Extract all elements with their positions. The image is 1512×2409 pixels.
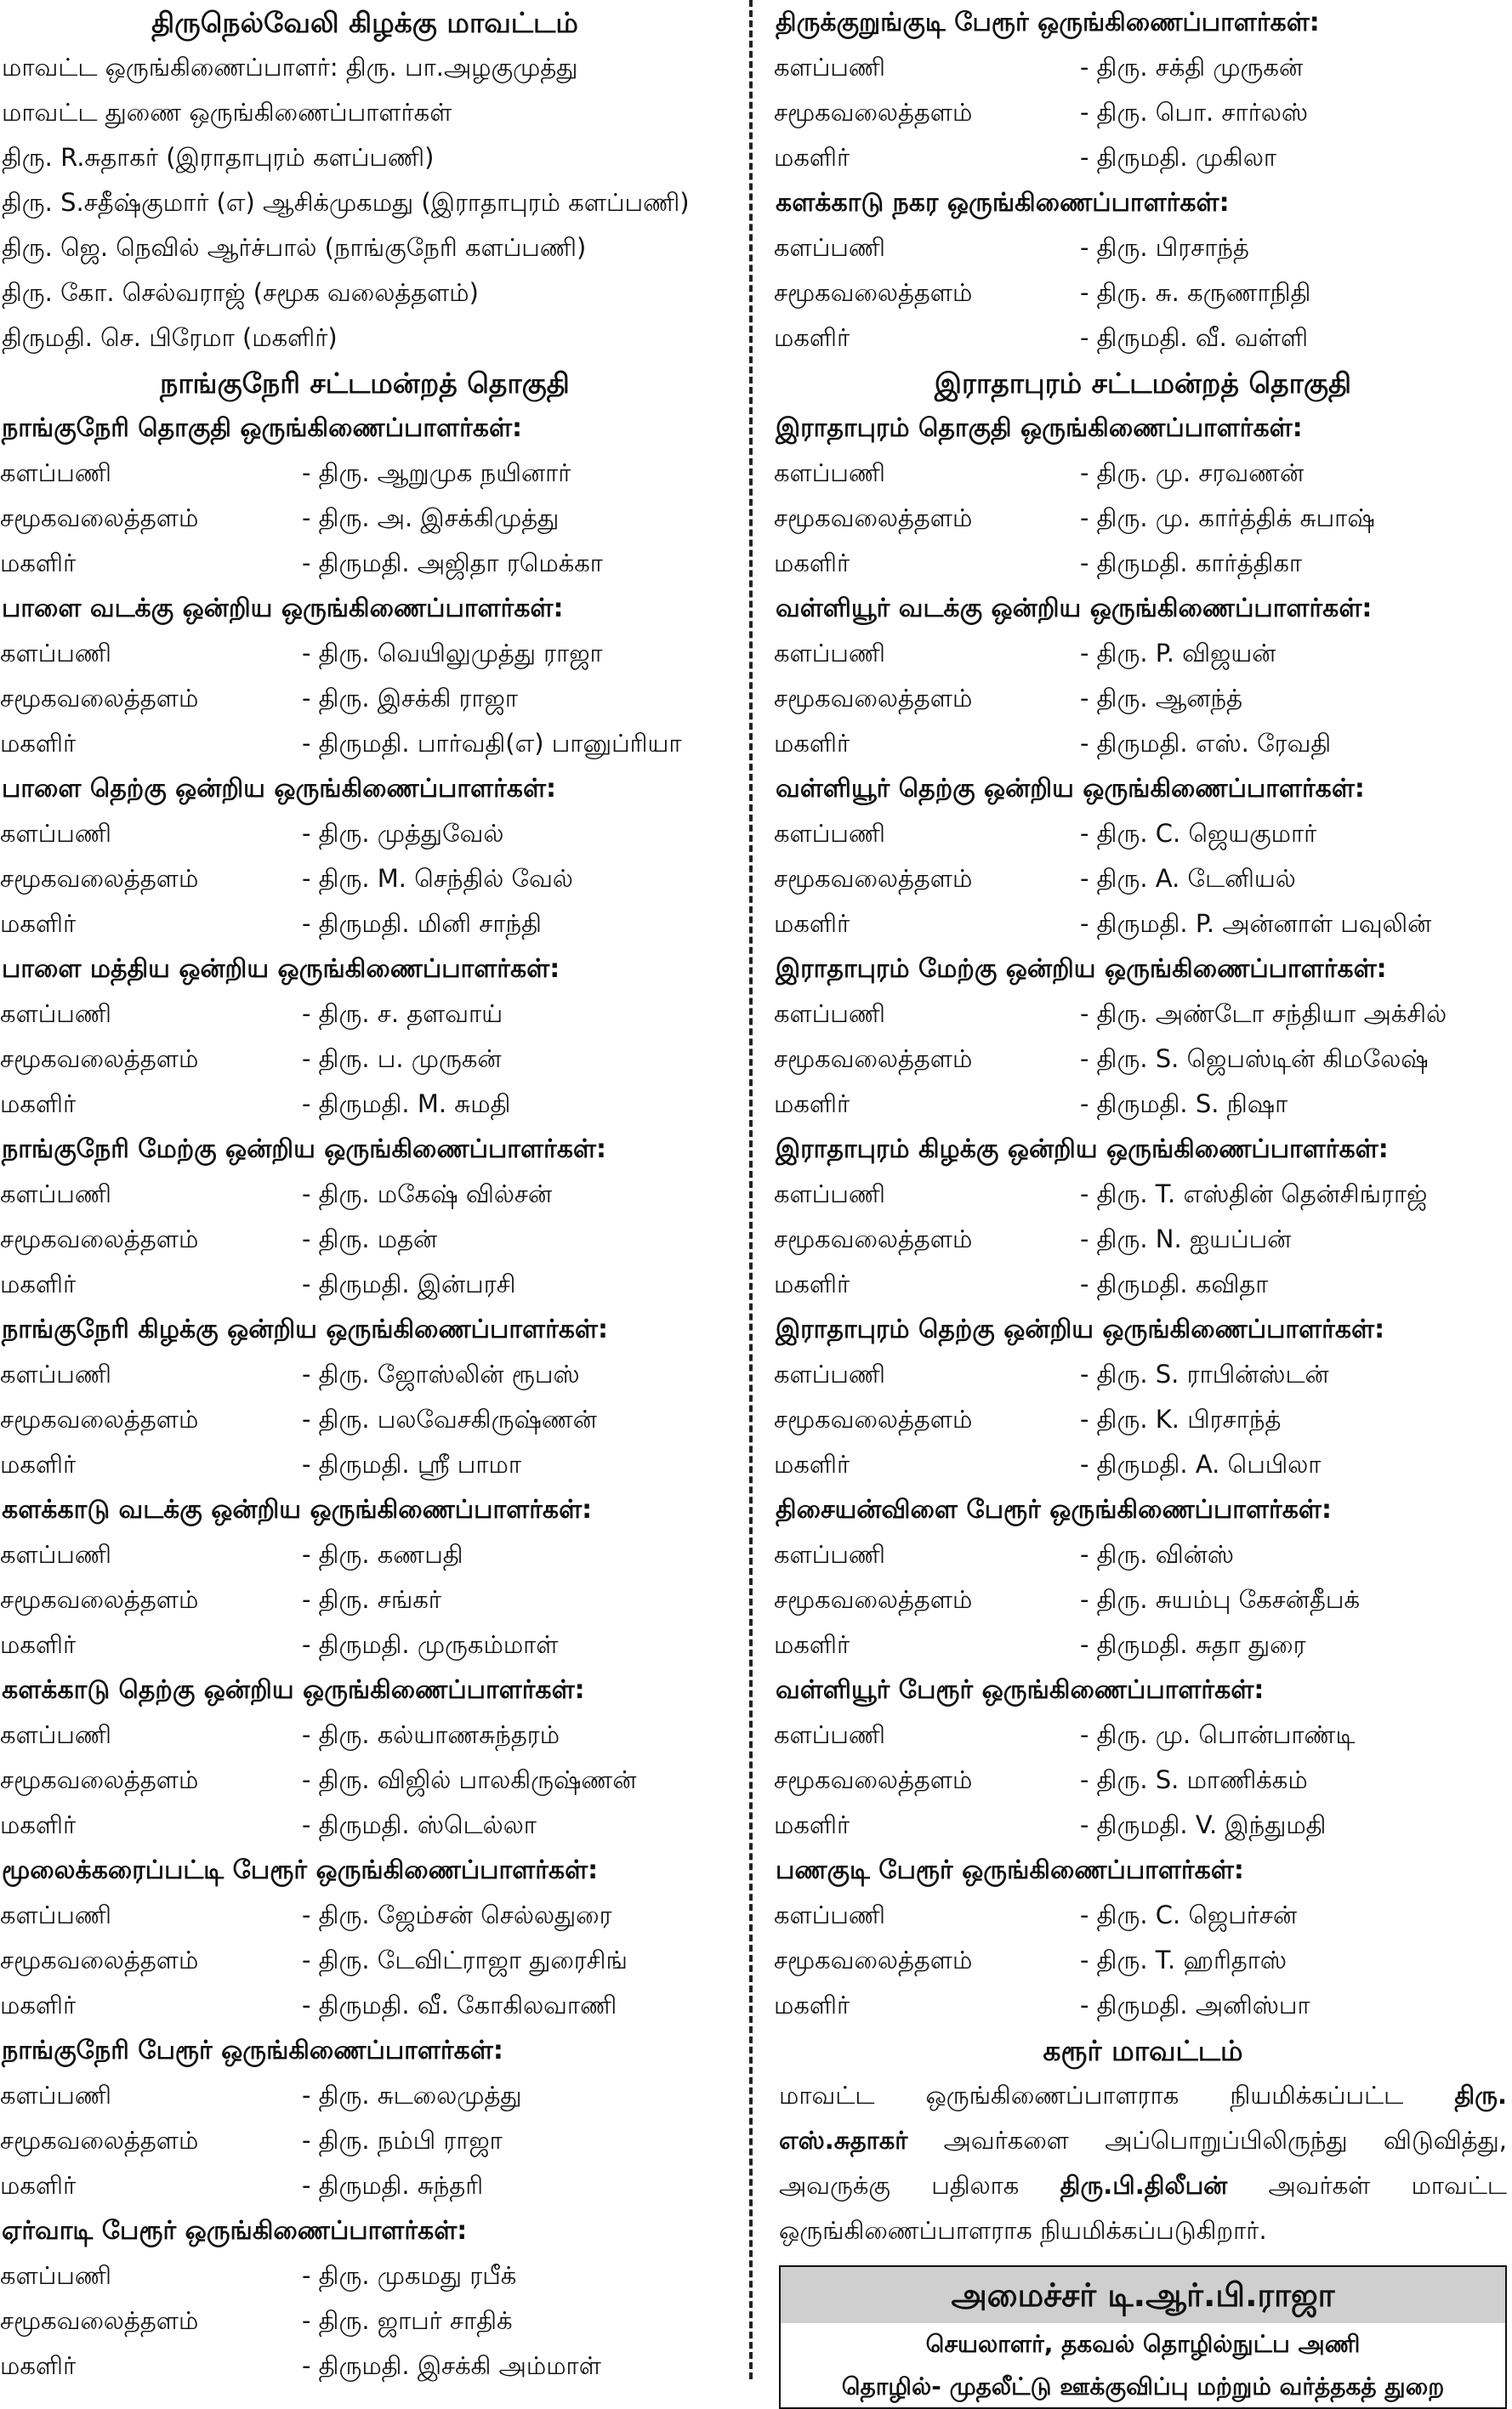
coordinator-row	[0, 676, 730, 721]
role-label: மகளிர்	[774, 1450, 850, 1479]
role-label: களப்பணி	[0, 1900, 112, 1929]
right-column	[774, 0, 1512, 2409]
coordinator-name: - திருமதி. P. அன்னாள் பவுலின்	[1080, 909, 1432, 938]
section	[774, 1307, 1512, 1487]
coordinator-row	[0, 2298, 730, 2344]
coordinator-row	[774, 1262, 1512, 1307]
coordinator-name: - திருமதி. முருகம்மாள்	[302, 1630, 559, 1659]
signature-line-1: செயலாளர், தகவல் தொழில்நுட்ப அணி	[925, 2330, 1361, 2358]
coordinator-row	[774, 721, 1512, 766]
role-label: மகளிர்	[0, 1270, 77, 1298]
coordinator-row	[774, 1758, 1512, 1803]
role-label: மகளிர்	[774, 1630, 850, 1659]
role-label: களப்பணி	[0, 2261, 112, 2290]
section	[774, 586, 1512, 766]
section	[774, 1487, 1512, 1668]
signature-line-2: தொழில்- முதலீட்டு ஊக்குவிப்பு மற்றும் வர்த்தகத் துறை	[841, 2372, 1445, 2400]
coordinator-name: - திரு. மு. பொன்பாண்டி	[1080, 1720, 1356, 1749]
role-label: மகளிர்	[0, 1810, 77, 1839]
role-label: சமூகவலைத்தளம்	[774, 1224, 973, 1253]
role-label: சமூகவலைத்தளம்	[774, 1405, 973, 1434]
coordinator-name: - திருமதி. A. பெபிலா	[1080, 1450, 1322, 1479]
coordinator-row	[774, 541, 1512, 586]
coordinator-row	[0, 2073, 730, 2118]
karur-note-text: அவர்களை அப்பொறுப்பிலிருந்து விடுவித்து, அவருக்கு பதிலாக	[779, 2126, 1507, 2200]
coordinator-row	[0, 1713, 730, 1758]
coordinator-row	[774, 1803, 1512, 1848]
section	[0, 406, 730, 586]
section-title: பாளை தெற்கு ஒன்றிய ஒருங்கிணைப்பாளர்கள்:	[2, 774, 557, 804]
role-label: களப்பணி	[0, 458, 112, 487]
section-title: வள்ளியூர் தெற்கு ஒன்றிய ஒருங்கிணைப்பாளர்கள்:	[776, 774, 1365, 804]
role-label: சமூகவலைத்தளம்	[774, 1585, 973, 1614]
coordinator-name: - திரு. நம்பி ராஜா	[302, 2126, 503, 2155]
coordinator-name: - திரு. விஜில் பாலகிருஷ்ணன்	[302, 1765, 637, 1794]
role-label: சமூகவலைத்தளம்	[0, 684, 199, 713]
district-intro	[0, 45, 730, 361]
coordinator-row	[774, 1352, 1512, 1397]
intro-line: திரு. ஜெ. நெவில் ஆர்ச்பால் (நாங்குநேரி களப்பணி)	[2, 233, 587, 262]
coordinator-row	[774, 45, 1512, 90]
coordinator-name: - திரு. பிரசாந்த்	[1080, 233, 1249, 262]
section-title: களக்காடு வடக்கு ஒன்றிய ஒருங்கிணைப்பாளர்கள்:	[2, 1495, 593, 1525]
role-label: களப்பணி	[774, 999, 886, 1028]
signature-name: அமைச்சர் டி.ஆர்.பி.ராஜா	[781, 2267, 1505, 2323]
coordinator-name: - திரு. ப. முருகன்	[302, 1044, 502, 1073]
coordinator-row	[0, 496, 730, 541]
section-title: பணகுடி பேரூர் ஒருங்கிணைப்பாளர்கள்:	[776, 1855, 1244, 1885]
coordinator-name: - திருமதி. இன்பரசி	[302, 1270, 516, 1298]
section	[0, 1668, 730, 1848]
coordinator-name: - திரு. கல்யாணசுந்தரம்	[302, 1720, 560, 1749]
coordinator-name: - திருமதி. வீ. கோகிலவாணி	[302, 1991, 617, 2020]
left-sections	[0, 406, 730, 2389]
role-label: களப்பணி	[0, 1540, 112, 1569]
role-label: சமூகவலைத்தளம்	[0, 1946, 199, 1974]
coordinator-row	[0, 1758, 730, 1803]
coordinator-row	[774, 1217, 1512, 1262]
coordinator-name: - திரு. வின்ஸ்	[1080, 1540, 1235, 1569]
role-label: சமூகவலைத்தளம்	[774, 278, 973, 307]
constituency-title: நாங்குநேரி சட்டமன்றத் தொகுதி	[160, 366, 570, 400]
role-label: சமூகவலைத்தளம்	[774, 1946, 973, 1974]
coordinator-row	[774, 1622, 1512, 1668]
coordinator-name: - திருமதி. அனிஸ்பா	[1080, 1991, 1310, 2020]
role-label: களப்பணி	[0, 819, 112, 848]
section	[0, 946, 730, 1127]
coordinator-name: - திருமதி. ஸ்ரீ பாமா	[302, 1450, 522, 1479]
coordinator-name: - திருமதி. V. இந்துமதி	[1080, 1810, 1327, 1839]
coordinator-row	[774, 1532, 1512, 1577]
coordinator-name: - திரு. ஜோஸ்லின் ரூபஸ்	[302, 1360, 580, 1389]
coordinator-name: - திருமதி. வீ. வள்ளி	[1080, 323, 1309, 352]
coordinator-row	[0, 1217, 730, 1262]
role-label: களப்பணி	[0, 999, 112, 1028]
coordinator-row	[774, 1577, 1512, 1622]
coordinator-name: - திரு. கணபதி	[302, 1540, 463, 1569]
role-label: சமூகவலைத்தளம்	[0, 2126, 199, 2155]
left-column	[0, 0, 730, 2389]
section-title: மூலைக்கரைப்பட்டி பேரூர் ஒருங்கிணைப்பாளர்கள்:	[2, 1855, 599, 1885]
coordinator-row	[0, 721, 730, 766]
role-label: மகளிர்	[774, 1270, 850, 1298]
section	[0, 2028, 730, 2208]
section-title: நாங்குநேரி மேற்கு ஒன்றிய ஒருங்கிணைப்பாளர்கள்:	[2, 1134, 606, 1164]
coordinator-name: - திரு. M. செந்தில் வேல்	[302, 864, 573, 893]
role-label: களப்பணி	[774, 1360, 886, 1389]
section-title: களக்காடு நகர ஒருங்கிணைப்பாளர்கள்:	[776, 188, 1230, 218]
coordinator-name: - திரு. சங்கர்	[302, 1585, 441, 1614]
role-label: சமூகவலைத்தளம்	[0, 1224, 199, 1253]
coordinator-name: - திருமதி. அஜிதா ரமெக்கா	[302, 548, 603, 577]
coordinator-row	[774, 315, 1512, 361]
role-label: மகளிர்	[774, 909, 850, 938]
coordinator-row	[774, 631, 1512, 676]
constituency-title-radhapuram: இராதாபுரம் சட்டமன்றத் தொகுதி	[934, 366, 1352, 400]
role-label: களப்பணி	[774, 1900, 886, 1929]
coordinator-row	[774, 1082, 1512, 1127]
coordinator-name: - திருமதி. இசக்கி அம்மாள்	[302, 2351, 601, 2380]
section-title: வள்ளியூர் பேரூர் ஒருங்கிணைப்பாளர்கள்:	[776, 1675, 1265, 1705]
coordinator-name: - திரு. முத்துவேல்	[302, 819, 504, 848]
role-label: மகளிர்	[774, 729, 850, 758]
coordinator-row	[774, 901, 1512, 946]
coordinator-row	[774, 451, 1512, 496]
section-title: நாங்குநேரி கிழக்கு ஒன்றிய ஒருங்கிணைப்பாளர்கள்:	[2, 1315, 608, 1344]
role-label: மகளிர்	[774, 548, 850, 577]
intro-line: திரு. R.சுதாகர் (இராதாபுரம் களப்பணி)	[2, 143, 435, 172]
intro-line: மாவட்ட துணை ஒருங்கிணைப்பாளர்கள்	[2, 98, 452, 127]
section	[0, 1848, 730, 2028]
coordinator-name: - திரு. S. ஜெபஸ்டின் கிமலேஷ்	[1080, 1044, 1429, 1073]
role-label: சமூகவலைத்தளம்	[0, 2306, 199, 2335]
role-label: களப்பணி	[774, 1540, 886, 1569]
coordinator-row	[0, 1532, 730, 1577]
coordinator-row	[0, 1983, 730, 2028]
section	[774, 406, 1512, 586]
role-label: களப்பணி	[0, 1360, 112, 1389]
coordinator-name: - திரு. ச. தளவாய்	[302, 999, 503, 1028]
section-title: நாங்குநேரி பேரூர் ஒருங்கிணைப்பாளர்கள்:	[2, 2036, 503, 2065]
karur-note-new-name: திரு.பி.திலீபன்	[1060, 2171, 1228, 2200]
coordinator-row	[0, 1082, 730, 1127]
column-divider	[749, 0, 753, 2379]
coordinator-row	[774, 1983, 1512, 2028]
intro-line: மாவட்ட ஒருங்கிணைப்பாளர்: திரு. பா.அழகுமுத்து	[2, 53, 578, 82]
coordinator-row	[0, 2253, 730, 2298]
role-label: சமூகவலைத்தளம்	[774, 864, 973, 893]
coordinator-name: - திரு. S. ராபின்ஸ்டன்	[1080, 1360, 1329, 1389]
role-label: மகளிர்	[774, 143, 850, 172]
coordinator-row	[0, 991, 730, 1037]
section	[774, 946, 1512, 1127]
role-label: களப்பணி	[774, 233, 886, 262]
section-title: இராதாபுரம் தெற்கு ஒன்றிய ஒருங்கிணைப்பாளர்கள்:	[776, 1315, 1385, 1344]
role-label: மகளிர்	[0, 1630, 77, 1659]
role-label: களப்பணி	[774, 819, 886, 848]
section-title: பாளை வடக்கு ஒன்றிய ஒருங்கிணைப்பாளர்கள்:	[2, 594, 564, 623]
role-label: மகளிர்	[774, 1089, 850, 1118]
coordinator-name: - திரு. சக்தி முருகன்	[1080, 53, 1304, 82]
section	[0, 586, 730, 766]
coordinator-row	[0, 1938, 730, 1983]
coordinator-row	[774, 1172, 1512, 1217]
coordinator-name: - திருமதி. கவிதா	[1080, 1270, 1269, 1298]
signature-box	[779, 2265, 1507, 2409]
section	[0, 2208, 730, 2389]
coordinator-name: - திரு. T. எஸ்தின் தென்சிங்ராஜ்	[1080, 1179, 1428, 1208]
coordinator-row	[0, 1577, 730, 1622]
coordinator-name: - திரு. K. பிரசாந்த்	[1080, 1405, 1282, 1434]
coordinator-row	[0, 1397, 730, 1442]
coordinator-row	[0, 541, 730, 586]
section-title: ஏர்வாடி பேரூர் ஒருங்கிணைப்பாளர்கள்:	[2, 2216, 468, 2246]
role-label: மகளிர்	[0, 1089, 77, 1118]
section-title: இராதாபுரம் கிழக்கு ஒன்றிய ஒருங்கிணைப்பாளர்கள்:	[776, 1134, 1389, 1164]
coordinator-name: - திரு. முகமது ரபீக்	[302, 2261, 517, 2290]
role-label: சமூகவலைத்தளம்	[774, 684, 973, 713]
karur-note-text: அவர்கள் மாவட்ட ஒருங்கிணைப்பாளராக நியமிக்கப்படுகிறார்.	[779, 2171, 1507, 2245]
role-label: மகளிர்	[774, 1810, 850, 1839]
role-label: சமூகவலைத்தளம்	[0, 864, 199, 893]
coordinator-name: - திருமதி. சுதா துரை	[1080, 1630, 1306, 1659]
role-label: மகளிர்	[0, 1450, 77, 1479]
role-label: சமூகவலைத்தளம்	[774, 98, 973, 127]
coordinator-row	[774, 1893, 1512, 1938]
section	[774, 1848, 1512, 2028]
role-label: களப்பணி	[774, 53, 886, 82]
role-label: களப்பணி	[0, 1179, 112, 1208]
coordinator-name: - திரு. N. ஐயப்பன்	[1080, 1224, 1292, 1253]
coordinator-name: - திரு. C. ஜெயகுமார்	[1080, 819, 1317, 848]
section	[774, 0, 1512, 180]
role-label: சமூகவலைத்தளம்	[774, 1044, 973, 1073]
coordinator-row	[0, 1893, 730, 1938]
coordinator-name: - திருமதி. கார்த்திகா	[1080, 548, 1303, 577]
section	[0, 1487, 730, 1668]
coordinator-row	[0, 1352, 730, 1397]
coordinator-name: - திரு. அ. இசக்கிமுத்து	[302, 503, 560, 532]
coordinator-name: - திரு. இசக்கி ராஜா	[302, 684, 519, 713]
section	[0, 1127, 730, 1307]
coordinator-row	[0, 1172, 730, 1217]
role-label: சமூகவலைத்தளம்	[0, 503, 199, 532]
role-label: மகளிர்	[0, 548, 77, 577]
coordinator-row	[0, 2163, 730, 2208]
coordinator-row	[0, 1037, 730, 1082]
role-label: களப்பணி	[774, 1179, 886, 1208]
coordinator-row	[0, 631, 730, 676]
karur-note	[774, 2073, 1512, 2253]
coordinator-row	[774, 1938, 1512, 1983]
role-label: மகளிர்	[0, 2171, 77, 2200]
coordinator-name: - திரு. அண்டோ சந்தியா அக்சில்	[1080, 999, 1447, 1028]
right-sections-a	[774, 0, 1512, 361]
coordinator-name: - திரு. பொ. சார்லஸ்	[1080, 98, 1309, 127]
coordinator-row	[774, 1397, 1512, 1442]
coordinator-row	[774, 270, 1512, 315]
section-title: நாங்குநேரி தொகுதி ஒருங்கிணைப்பாளர்கள்:	[2, 413, 523, 443]
coordinator-name: - திருமதி. ஸ்டெல்லா	[302, 1810, 537, 1839]
coordinator-row	[0, 856, 730, 901]
coordinator-name: - திரு. ஜேம்சன் செல்லதுரை	[302, 1900, 612, 1929]
section	[774, 1127, 1512, 1307]
coordinator-row	[0, 1442, 730, 1487]
section	[0, 1307, 730, 1487]
coordinator-row	[0, 901, 730, 946]
coordinator-row	[774, 1442, 1512, 1487]
section-title: இராதாபுரம் தொகுதி ஒருங்கிணைப்பாளர்கள்:	[776, 413, 1303, 443]
section	[774, 766, 1512, 946]
right-sections-b	[774, 406, 1512, 2028]
coordinator-name: - திருமதி. மினி சாந்தி	[302, 909, 542, 938]
coordinator-row	[774, 1037, 1512, 1082]
coordinator-name: - திருமதி. S. நிஷா	[1080, 1089, 1288, 1118]
coordinator-row	[774, 1713, 1512, 1758]
role-label: மகளிர்	[0, 2351, 77, 2380]
role-label: சமூகவலைத்தளம்	[774, 503, 973, 532]
section-title: களக்காடு தெற்கு ஒன்றிய ஒருங்கிணைப்பாளர்கள்:	[2, 1675, 585, 1705]
coordinator-row	[774, 225, 1512, 270]
coordinator-name: - திரு. வெயிலுமுத்து ராஜா	[302, 639, 603, 668]
coordinator-name: - திருமதி. முகிலா	[1080, 143, 1277, 172]
coordinator-name: - திரு. S. மாணிக்கம்	[1080, 1765, 1308, 1794]
district-title: திருநெல்வேலி கிழக்கு மாவட்டம்	[151, 6, 578, 39]
role-label: களப்பணி	[774, 1720, 886, 1749]
coordinator-name: - திருமதி. எஸ். ரேவதி	[1080, 729, 1332, 758]
coordinator-row	[0, 811, 730, 856]
coordinator-name: - திரு. டேவிட்ராஜா துரைசிங்	[302, 1946, 628, 1974]
coordinator-name: - திரு. மு. சரவணன்	[1080, 458, 1305, 487]
coordinator-name: - திரு. மகேஷ் வில்சன்	[302, 1179, 553, 1208]
coordinator-row	[774, 811, 1512, 856]
role-label: களப்பணி	[0, 2081, 112, 2110]
coordinator-row	[774, 496, 1512, 541]
role-label: களப்பணி	[0, 1720, 112, 1749]
role-label: களப்பணி	[774, 458, 886, 487]
coordinator-row	[0, 1622, 730, 1668]
role-label: சமூகவலைத்தளம்	[774, 1765, 973, 1794]
role-label: களப்பணி	[774, 639, 886, 668]
role-label: சமூகவலைத்தளம்	[0, 1044, 199, 1073]
role-label: மகளிர்	[0, 1991, 77, 2020]
section-title: திசையன்விளை பேரூர் ஒருங்கிணைப்பாளர்கள்:	[776, 1495, 1332, 1525]
coordinator-name: - திரு. மு. கார்த்திக் சுபாஷ்	[1080, 503, 1375, 532]
section-title: பாளை மத்திய ஒன்றிய ஒருங்கிணைப்பாளர்கள்:	[2, 954, 560, 984]
coordinator-row	[774, 856, 1512, 901]
coordinator-name: - திரு. C. ஜெபர்சன்	[1080, 1900, 1298, 1929]
section-title: இராதாபுரம் மேற்கு ஒன்றிய ஒருங்கிணைப்பாளர்கள்:	[776, 954, 1387, 984]
coordinator-name: - திரு. ஆறுமுக நயினார்	[302, 458, 571, 487]
role-label: மகளிர்	[0, 729, 77, 758]
intro-line: திரு. S.சதீஷ்குமார் (எ) ஆசிக்முகமது (இராதாபுரம் களப்பணி)	[2, 188, 690, 217]
coordinator-row	[774, 90, 1512, 135]
role-label: மகளிர்	[0, 909, 77, 938]
coordinator-name: - திருமதி. பார்வதி(எ) பானுப்ரியா	[302, 729, 682, 758]
karur-note-text: மாவட்ட ஒருங்கிணைப்பாளராக நியமிக்கப்பட்ட	[779, 2081, 1455, 2110]
role-label: சமூகவலைத்தளம்	[0, 1765, 199, 1794]
coordinator-row	[0, 2118, 730, 2163]
section	[774, 180, 1512, 361]
section	[774, 1668, 1512, 1848]
coordinator-name: - திரு. சுடலைமுத்து	[302, 2081, 522, 2110]
coordinator-row	[0, 451, 730, 496]
section-title: வள்ளியூர் வடக்கு ஒன்றிய ஒருங்கிணைப்பாளர்கள்:	[776, 594, 1373, 623]
section	[0, 766, 730, 946]
coordinator-row	[0, 2344, 730, 2389]
intro-line: திரு. கோ. செல்வராஜ் (சமூக வலைத்தளம்)	[2, 278, 479, 307]
coordinator-name: - திரு. பலவேசகிருஷ்ணன்	[302, 1405, 597, 1434]
role-label: மகளிர்	[774, 323, 850, 352]
coordinator-name: - திரு. ஜாபர் சாதிக்	[302, 2306, 513, 2335]
intro-line: திருமதி. செ. பிரேமா (மகளிர்)	[2, 323, 338, 352]
coordinator-name: - திரு. சு. கருணாநிதி	[1080, 278, 1311, 307]
coordinator-row	[0, 1262, 730, 1307]
coordinator-name: - திருமதி. M. சுமதி	[302, 1089, 511, 1118]
coordinator-name: - திருமதி. சுந்தரி	[302, 2171, 484, 2200]
coordinator-name: - திரு. ஆனந்த்	[1080, 684, 1243, 713]
role-label: சமூகவலைத்தளம்	[0, 1585, 199, 1614]
karur-title: கரூர் மாவட்டம்	[1043, 2034, 1243, 2067]
coordinator-row	[774, 676, 1512, 721]
coordinator-name: - திரு. மதன்	[302, 1224, 438, 1253]
role-label: சமூகவலைத்தளம்	[0, 1405, 199, 1434]
role-label: களப்பணி	[0, 639, 112, 668]
karur-note-old-name: திரு. எஸ்.சுதாகர்	[779, 2081, 1507, 2155]
coordinator-row	[774, 135, 1512, 180]
coordinator-name: - திரு. P. விஜயன்	[1080, 639, 1276, 668]
coordinator-row	[774, 991, 1512, 1037]
role-label: மகளிர்	[774, 1991, 850, 2020]
coordinator-name: - திரு. சுயம்பு கேசன்தீபக்	[1080, 1585, 1361, 1614]
coordinator-name: - திரு. A. டேனியல்	[1080, 864, 1296, 893]
section-title: திருக்குறுங்குடி பேரூர் ஒருங்கிணைப்பாளர்கள்:	[776, 8, 1320, 37]
coordinator-name: - திரு. T. ஹரிதாஸ்	[1080, 1946, 1287, 1974]
coordinator-row	[0, 1803, 730, 1848]
